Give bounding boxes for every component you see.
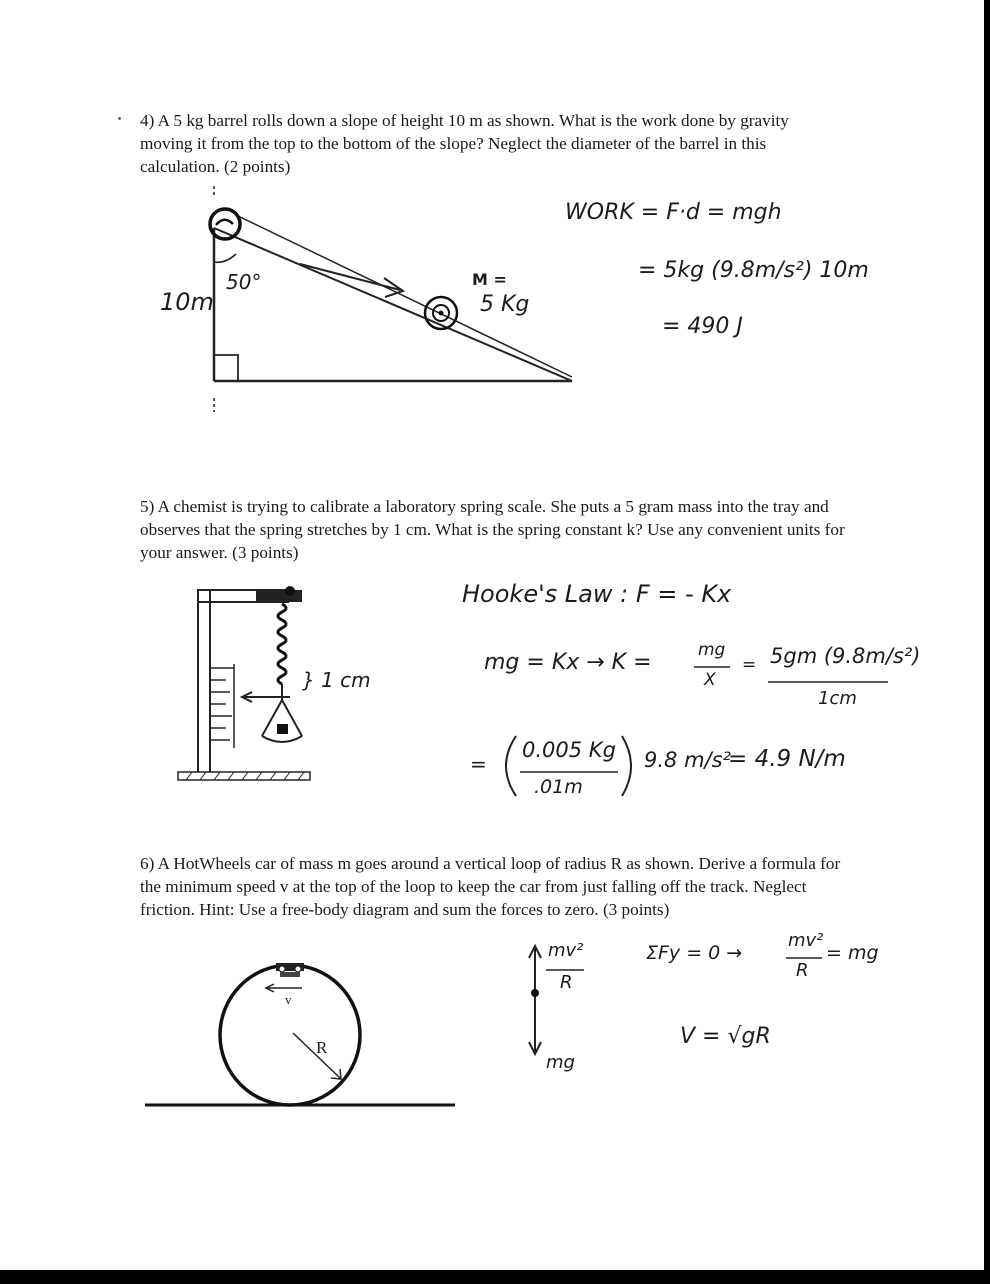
k-result: = 4.9 N/m	[728, 746, 846, 772]
height-label: 10m	[160, 288, 214, 316]
velocity-label: v	[285, 992, 292, 1007]
k-equals-sign-2: =	[470, 752, 487, 776]
question-5-text: 5) A chemist is trying to calibrate a laboratory spring scale. She puts a 5 gram mass into the tray and observes that the spring stretches by 1 cm. What is the spring constant k? Use any convenient units for your answer. (3 points)	[140, 497, 845, 562]
k-derivation: mg = Kx → K =	[484, 650, 652, 675]
work-line-1: WORK = F·d = mgh	[565, 200, 782, 225]
sum-forces-numerator: mv²	[788, 930, 824, 951]
work-line-3: = 490 J	[662, 314, 743, 339]
work-line-2: = 5kg (9.8m/s²) 10m	[638, 258, 869, 283]
sum-forces-rhs: = mg	[826, 942, 879, 964]
angle-label: 50°	[226, 270, 262, 294]
k-fraction-denominator: X	[704, 670, 716, 690]
mass-label-m: M =	[472, 270, 507, 289]
mass-label-value: 5 Kg	[480, 292, 530, 317]
stretch-label: } 1 cm	[302, 668, 371, 692]
fbd-weight-label: mg	[546, 1052, 575, 1073]
k-fraction-numerator: mg	[698, 640, 726, 660]
sum-forces-denominator: R	[796, 960, 809, 981]
k-substitution-numerator: 5gm (9.8m/s²)	[770, 644, 921, 668]
hookes-law-line: Hooke's Law : F = - Kx	[462, 580, 732, 608]
radius-label: R	[316, 1038, 328, 1057]
question-6-text: 6) A HotWheels car of mass m goes around a vertical loop of radius R as shown. Derive a formula for the minimum speed v at the top of the loop to keep the car from just falling off the track. Neglect friction. Hint: Use a free-body diagram and sum the forces to zero. (3 points)	[140, 854, 841, 919]
fbd-centripetal-numerator: mv²	[548, 940, 584, 961]
k-computation-numerator: 0.005 Kg	[522, 738, 616, 762]
question-4-text: 4) A 5 kg barrel rolls down a slope of height 10 m as shown. What is the work done by gravity moving it from the top to the bottom of the slope? Neglect the diameter of the barrel in this calculation. (2 points)	[140, 111, 789, 176]
fbd-centripetal-denominator: R	[560, 972, 573, 993]
k-computation-g: 9.8 m/s²	[644, 748, 731, 772]
k-equals-sign: =	[742, 655, 757, 675]
sum-forces-eq: ΣFy = 0 →	[646, 942, 743, 964]
k-substitution-denominator: 1cm	[818, 688, 857, 709]
speed-result: V = √gR	[680, 1024, 771, 1049]
k-computation-denominator: .01m	[534, 776, 583, 798]
